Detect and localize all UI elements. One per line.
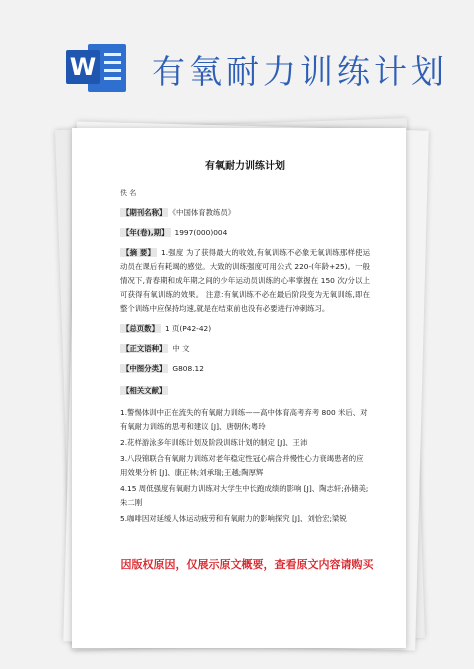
reference-item: 4.15 周低强度有氧耐力训练对大学生中长跑成绩的影响 [J]、陶志轩;孙储美;朱二刚 — [120, 484, 369, 507]
reference-item: 1.警惕体训中正在流失的有氧耐力训练——高中体育高考弃考 800 米后、对有氧耐力训练的思考和建议 [J]、唐朝休;粤玲 — [120, 408, 368, 431]
field-label: 【期刊名称】 — [122, 208, 167, 217]
field-pages — [120, 322, 370, 336]
field-label: 【正文语种】 — [122, 344, 167, 353]
banner-title: 有氧耐力训练计划 — [152, 52, 448, 91]
field-value: G808.12 — [172, 364, 204, 373]
field-classification — [120, 362, 370, 376]
word-document-icon — [66, 40, 128, 96]
field-value: 《中国体育教练员》 — [172, 208, 236, 217]
reference-item: 5.咖啡因对延缓人体运动疲劳和有氧耐力的影响探究 [J]、刘恰宏;梁锐 — [120, 514, 347, 523]
field-label: 【总页数】 — [122, 324, 159, 333]
field-label: 【年(卷),期】 — [122, 228, 169, 237]
references-label: 【相关文献】 — [122, 386, 167, 395]
document-title: 有氧耐力训练计划 — [205, 161, 285, 172]
document-body — [120, 160, 370, 528]
reference-item: 2.花样游泳多年训练计划及阶段训练计划的制定 [J]、王沛 — [120, 438, 308, 447]
references-heading — [120, 384, 370, 398]
field-value: 中 文 — [172, 344, 190, 353]
abstract-text: 1.强度 为了获得最大的收效,有氧训练不必象无氧训练那样使运动员在课后有耗竭的感觉。大致的训练强度可用公式 220-(年龄+25)。一般情况下,青春期和成年期之间的少年运动员训练的心率掌握在 150 次/分以上可获得有氧训练的效果。 注意:有氧训练不必在最后阶段变为无氧训练,即在整个训练中应保持均速,就是在结束前也没有必要进行冲刺练习。 — [120, 248, 370, 313]
reference-item: 3.八段锦联合有氧耐力训练对老年稳定性冠心病合并慢性心力衰竭患者的应用效果分析 [J]、康正林;刘承瑞;王越;陶厚辉 — [120, 454, 364, 477]
field-value: 1 页(P42-42) — [164, 324, 212, 333]
field-value: 1997(000)004 — [174, 228, 228, 237]
banner — [0, 0, 474, 120]
abstract — [120, 246, 370, 316]
field-label: 【中图分类】 — [122, 364, 167, 373]
word-logo-letter: W — [66, 50, 100, 84]
author: 佚 名 — [120, 189, 137, 197]
references-list — [120, 406, 370, 526]
field-volume — [120, 226, 370, 240]
copyright-notice[interactable]: 因版权原因，仅展示原文概要，查看原文内容请购买 — [120, 558, 374, 571]
document-page — [72, 128, 406, 648]
abstract-label: 【摘 要】 — [122, 248, 156, 257]
field-journal — [120, 206, 370, 220]
field-language — [120, 342, 370, 356]
